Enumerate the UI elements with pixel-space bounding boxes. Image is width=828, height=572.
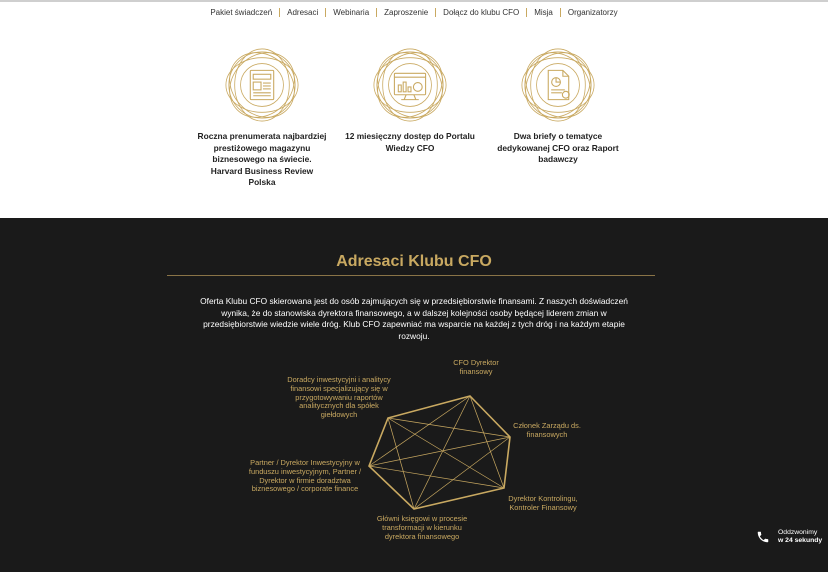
- benefit-text: Roczna prenumerata najbardziej prestiżowego magazynu biznesowego na świecie. Harvard Business Review Polska: [197, 131, 327, 187]
- nav-item-organizatorzy[interactable]: Organizatorzy: [567, 8, 618, 17]
- diagram-label-partner: Partner / Dyrektor Inwestycyjny w funduszu inwestycyjnym, Partner / Dyrektor w firmie doradztwa biznesowego / corporate finance: [248, 458, 362, 494]
- benefit-magazine: [197, 46, 327, 189]
- callback-line2: w 24 sekundy: [778, 537, 823, 544]
- nav-item-zaproszenie[interactable]: Zaproszenie: [384, 8, 429, 17]
- section-description: Oferta Klubu CFO skierowana jest do osób zajmujących się w przedsiębiorstwie finansami. Z naszych doświadczeń wynika, że do stanowiska dyrektora finansowego, a w dalszej kolejności osoby będącej liderem zmian w przedsiębiorstwie wiedzie wiele dróg. Klub CFO zapewniać ma wsparcie na każdej z tych dróg i na każdym etapie rozwoju.: [200, 296, 628, 341]
- nav-item-misja[interactable]: Misja: [534, 8, 553, 17]
- diagram-label-board: Członek Zarządu ds. finansowych: [513, 421, 581, 439]
- callback-line1: Oddzwonimy: [778, 529, 818, 536]
- section-title: Adresaci Klubu CFO: [336, 253, 492, 270]
- top-navigation: [0, 8, 828, 17]
- benefit-reports: [493, 46, 623, 166]
- magazine-icon: [223, 46, 301, 124]
- title-divider: [167, 275, 655, 276]
- benefit-text: Dwa briefy o tematyce dedykowanej CFO oraz Raport badawczy: [497, 131, 619, 164]
- diagram-label-accountant: Główni księgowi w procesie transformacji w kierunku dyrektora finansowego: [376, 514, 468, 541]
- benefits-section: [0, 46, 828, 196]
- nav-item-webinaria[interactable]: Webinaria: [333, 8, 370, 17]
- nav-item-pakiet-swiadczen[interactable]: Pakiet świadczeń: [210, 8, 273, 17]
- portal-screen-icon: [371, 46, 449, 124]
- benefit-text: 12 miesięczny dostęp do Portalu Wiedzy CFO: [345, 131, 475, 153]
- benefit-portal: [345, 46, 475, 154]
- callback-text: [778, 529, 822, 545]
- phone-icon: [756, 530, 770, 544]
- nav-item-adresaci[interactable]: Adresaci: [287, 8, 319, 17]
- diagram-label-controlling: Dyrektor Kontrolingu, Kontroler Finansowy: [508, 494, 578, 512]
- callback-widget[interactable]: [756, 527, 828, 547]
- report-document-icon: [519, 46, 597, 124]
- nav-item-dolacz[interactable]: Dołącz do klubu CFO: [443, 8, 520, 17]
- diagram-label-advisors: Doradcy inwestycyjni i analitycy finansowi specjalizujący się w przygotowywaniu raportów analitycznych dla spółek giełdowych: [287, 375, 391, 420]
- diagram-label-cfo: CFO Dyrektor finansowy: [453, 358, 499, 376]
- top-border: [0, 0, 828, 2]
